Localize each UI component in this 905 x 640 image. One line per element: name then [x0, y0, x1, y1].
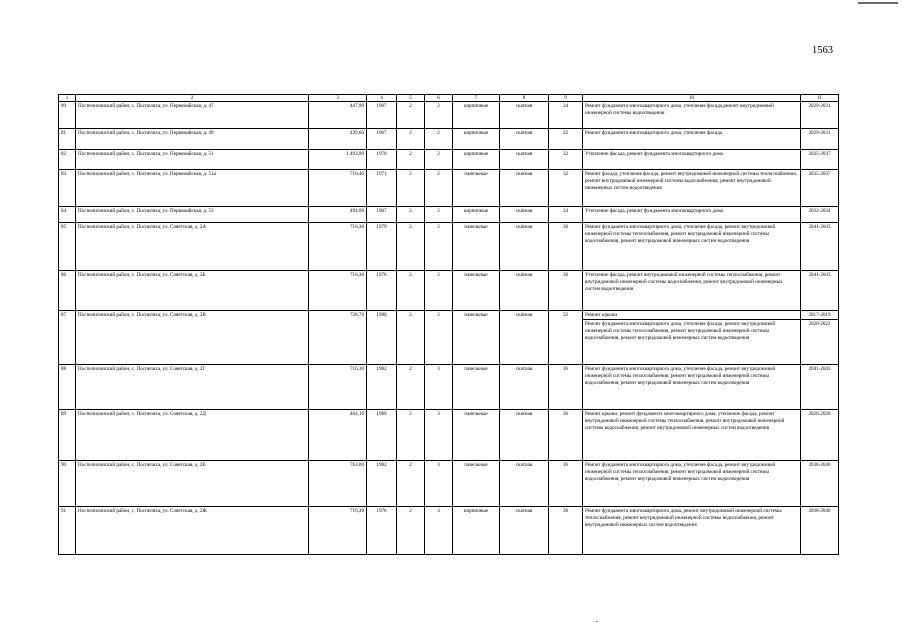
address-cell: Поспелихинский район, с. Поспелиха, ул. Советская, д. 2Г — [76, 365, 309, 410]
entrances-cell: 2 — [425, 207, 453, 223]
entrances-cell: 2 — [425, 170, 453, 207]
build-year-cell: 1967 — [367, 207, 397, 223]
floors-cell: 2 — [397, 129, 425, 150]
build-year-cell: 1970 — [367, 150, 397, 170]
address-cell: Поспелихинский район, с. Поспелиха, ул. Первомайская, д. 51 — [76, 150, 309, 170]
column-number-header: 6 — [425, 95, 453, 102]
address-cell: Поспелихинский район, с. Поспелиха, ул. Первомайская, д. 47 — [76, 102, 309, 129]
repair-works-cell: Утепление фасада, ремонт фундамента многоквартирного дома — [583, 150, 801, 170]
apartments-cell: 36 — [549, 461, 583, 507]
build-year-cell: 1976 — [367, 271, 397, 311]
build-year-cell: 1971 — [367, 170, 397, 207]
repair-works-cell: Ремонт фундамента многоквартирного дома, утепление фасада,ремонт внутридомовой инженерной системы водоотведения — [583, 102, 801, 129]
planned-period-cell: 2026-2028 — [801, 410, 839, 461]
area-cell: 716,30 — [309, 271, 367, 311]
floors-cell: 2 — [397, 102, 425, 129]
address-cell: Поспелихинский район, с. Поспелиха, ул. Первомайская, д. 51а — [76, 170, 309, 207]
repair-works-cell: Ремонт фундамента многоквартирного дома, ремонт внутридомовой инженерной системы теплоснабжения, ремонт внутридомовой инженерной системы водоснабжения, ремонт внутридомовой инженерных систем водоотведения — [583, 507, 801, 555]
table-row — [59, 365, 839, 410]
row-number: 83 — [59, 170, 76, 207]
apartments-cell: 36 — [549, 410, 583, 461]
area-cell: 728,70 — [309, 311, 367, 365]
row-number: 87 — [59, 311, 76, 365]
repair-works-cell: Ремонт фундамента многоквартирного дома, утепление фасада, ремонт внутридомовой инженерной системы теплоснабжения, ремонт внутридомовой инженерной системы водоснабжения, ремонт внутридомовой инженерных систем водоотведения — [583, 223, 801, 271]
table-row — [59, 207, 839, 223]
wall-material-cell: панельные — [453, 271, 500, 311]
entrances-cell: 2 — [425, 102, 453, 129]
roof-type-cell: скатная — [500, 102, 549, 129]
table-body — [59, 95, 839, 555]
column-number-header: 5 — [397, 95, 425, 102]
column-number-header: 10 — [583, 95, 801, 102]
wall-material-cell: кирпичные — [453, 150, 500, 170]
floors-cell: 2 — [397, 170, 425, 207]
build-year-cell: 1976 — [367, 507, 397, 555]
roof-type-cell: скатная — [500, 507, 549, 555]
repair-works-cell: Ремонт фундамента многоквартирного дома, утепление фасада, ремонт внутридомовой инженерной системы теплоснабжения, ремонт внутридомовой инженерной системы водоснабжения, ремонт внутридомовой инженерных систем водоотведения — [583, 320, 801, 365]
row-number: 82 — [59, 150, 76, 170]
wall-material-cell: кирпичные — [453, 102, 500, 129]
build-year-cell: 1967 — [367, 129, 397, 150]
apartments-cell: 24 — [549, 102, 583, 129]
floors-cell: 2 — [397, 365, 425, 410]
address-cell: Поспелихинский район, с. Поспелиха, ул. Советская, д. 2Ж — [76, 507, 309, 555]
planned-period-cell: 2032-2034 — [801, 207, 839, 223]
wall-material-cell: панельные — [453, 461, 500, 507]
entrances-cell: 2 — [425, 271, 453, 311]
roof-type-cell: скатная — [500, 170, 549, 207]
table-row — [59, 410, 839, 461]
address-cell: Поспелихинский район, с. Поспелиха, ул. Советская, д. 2Д — [76, 410, 309, 461]
roof-type-cell: скатная — [500, 461, 549, 507]
page-number: 1563 — [812, 45, 833, 56]
entrances-cell: 3 — [425, 410, 453, 461]
build-year-cell: 1982 — [367, 461, 397, 507]
wall-material-cell: кирпичные — [453, 129, 500, 150]
table-row — [59, 311, 839, 320]
planned-period-cell: 2035-2037 — [801, 150, 839, 170]
area-cell: 1 493,90 — [309, 150, 367, 170]
planned-period-cell: 2035-2037 — [801, 170, 839, 207]
address-cell: Поспелихинский район, с. Поспелиха, ул. Советская, д. 2А — [76, 223, 309, 271]
build-year-cell: 1979 — [367, 223, 397, 271]
roof-type-cell: скатная — [500, 271, 549, 311]
repair-works-cell: Ремонт фундамента многоквартирного дома, утепление фасада, ремонт внутридомовой инженерной системы теплоснабжения, ремонт внутридомовой инженерной системы водоснабжения, ремонт внутридомовой инженерных систем водоотведения — [583, 365, 801, 410]
table-row — [59, 507, 839, 555]
apartments-cell: 36 — [549, 223, 583, 271]
planned-period-cell: 2041-2043 — [801, 271, 839, 311]
area-cell: 716,30 — [309, 223, 367, 271]
entrances-cell: 3 — [425, 461, 453, 507]
row-number: 80 — [59, 102, 76, 129]
apartments-cell: 32 — [549, 150, 583, 170]
row-number: 84 — [59, 207, 76, 223]
planned-period-cell: 2017-2019 — [801, 311, 839, 320]
planned-period-cell: 2029-2031 — [801, 129, 839, 150]
repair-works-cell: Ремонт фундамента многоквартирного дома, утепление фасада, ремонт внутридомовой инженерной системы теплоснабжения, ремонт внутридомовой инженерной системы водоснабжения, ремонт внутридомовой инженерных систем водоотведения — [583, 461, 801, 507]
roof-type-cell: скатная — [500, 150, 549, 170]
row-number: 91 — [59, 507, 76, 555]
planned-period-cell: 2041-2043 — [801, 223, 839, 271]
planned-period-cell: 2020-2022 — [801, 320, 839, 365]
entrances-cell: 2 — [425, 129, 453, 150]
wall-material-cell: панельные — [453, 223, 500, 271]
build-year-cell: 1982 — [367, 365, 397, 410]
entrances-cell: 2 — [425, 311, 453, 365]
wall-material-cell: панельные — [453, 365, 500, 410]
table-row — [59, 170, 839, 207]
table-row — [59, 129, 839, 150]
column-number-header: 1 — [59, 95, 76, 102]
planned-period-cell: 2038-2040 — [801, 507, 839, 555]
area-cell: 464,10 — [309, 410, 367, 461]
row-number: 90 — [59, 461, 76, 507]
build-year-cell: 1980 — [367, 311, 397, 365]
roof-type-cell: скатная — [500, 207, 549, 223]
apartments-cell: 22 — [549, 129, 583, 150]
wall-material-cell: кирпичные — [453, 507, 500, 555]
area-cell: 716,30 — [309, 507, 367, 555]
wall-material-cell: кирпичные — [453, 207, 500, 223]
apartments-cell: 36 — [549, 365, 583, 410]
area-cell: 710,40 — [309, 170, 367, 207]
column-number-header: 11 — [801, 95, 839, 102]
row-number: 81 — [59, 129, 76, 150]
row-number: 89 — [59, 410, 76, 461]
floors-cell: 2 — [397, 507, 425, 555]
repair-works-cell: Ремонт крыши, ремонт фундамента многоквартирного дома, утепление фасада, ремонт внутридомовой инженерной системы теплоснабжения, ремонт внутридомовой инженерной системы водоснабжения, ремонт внутридомовой инженерных систем водоотведения — [583, 410, 801, 461]
address-cell: Поспелихинский район, с. Поспелиха, ул. Советская, д. 2Б — [76, 271, 309, 311]
roof-type-cell: скатная — [500, 129, 549, 150]
repair-works-cell: Ремонт фасада, утепление фасада, ремонт внутридомовой инженерной системы теплоснабжения, ремонт внутридомовой инженерной системы водоснабжения, ремонт внутридомовой инженерных систем водоотведения — [583, 170, 801, 207]
row-number: 88 — [59, 365, 76, 410]
scan-edge-mark — [858, 2, 898, 4]
roof-type-cell: скатная — [500, 311, 549, 365]
wall-material-cell: панельные — [453, 311, 500, 365]
row-number: 85 — [59, 223, 76, 271]
address-cell: Поспелихинский район, с. Поспелиха, ул. Советская, д. 2В — [76, 311, 309, 365]
floors-cell: 2 — [397, 150, 425, 170]
column-number-header: 8 — [500, 95, 549, 102]
planned-period-cell: 2038-2040 — [801, 461, 839, 507]
area-cell: 763,00 — [309, 461, 367, 507]
repair-works-cell: Утепление фасада, ремонт фундамента многоквартирного дома — [583, 207, 801, 223]
table-row — [59, 271, 839, 311]
floors-cell: 2 — [397, 311, 425, 365]
apartments-cell: 32 — [549, 170, 583, 207]
entrances-cell: 2 — [425, 150, 453, 170]
area-cell: 439,60 — [309, 129, 367, 150]
entrances-cell: 2 — [425, 223, 453, 271]
floors-cell: 2 — [397, 223, 425, 271]
column-number-header: 7 — [453, 95, 500, 102]
roof-type-cell: скатная — [500, 365, 549, 410]
wall-material-cell: панельные — [453, 410, 500, 461]
entrances-cell: 3 — [425, 365, 453, 410]
roof-type-cell: скатная — [500, 410, 549, 461]
apartments-cell: 24 — [549, 207, 583, 223]
table-row — [59, 102, 839, 129]
column-number-header: 3 — [309, 95, 367, 102]
address-cell: Поспелихинский район, с. Поспелиха, ул. Первомайская, д. 53 — [76, 207, 309, 223]
area-cell: 716,30 — [309, 365, 367, 410]
wall-material-cell: панельные — [453, 170, 500, 207]
scan-speck — [596, 621, 598, 622]
floors-cell: 2 — [397, 207, 425, 223]
column-number-header: 2 — [76, 95, 309, 102]
area-cell: 494,00 — [309, 207, 367, 223]
build-year-cell: 1980 — [367, 410, 397, 461]
planned-period-cell: 2029-2031 — [801, 102, 839, 129]
table-row — [59, 461, 839, 507]
apartments-cell: 32 — [549, 311, 583, 365]
table-row — [59, 150, 839, 170]
apartments-cell: 36 — [549, 271, 583, 311]
planned-period-cell: 2041-2043 — [801, 365, 839, 410]
roof-type-cell: скатная — [500, 223, 549, 271]
entrances-cell: 3 — [425, 507, 453, 555]
repair-works-cell: Утепление фасада, ремонт внутридомовой инженерной системы теплоснабжения, ремонт внутридомовой инженерной системы водоснабжения, ремонт внутридомовой инженерных систем водоотведения — [583, 271, 801, 311]
area-cell: 447,90 — [309, 102, 367, 129]
row-number: 86 — [59, 271, 76, 311]
floors-cell: 2 — [397, 271, 425, 311]
build-year-cell: 1967 — [367, 102, 397, 129]
address-cell: Поспелихинский район, с. Поспелиха, ул. Советская, д. 2Е — [76, 461, 309, 507]
housing-repair-table — [58, 94, 839, 555]
apartments-cell: 36 — [549, 507, 583, 555]
column-number-header: 9 — [549, 95, 583, 102]
repair-works-cell: Ремонт фундамента многоквартирного дома, утепление фасада — [583, 129, 801, 150]
table-header-row — [59, 95, 839, 102]
floors-cell: 2 — [397, 461, 425, 507]
column-number-header: 4 — [367, 95, 397, 102]
address-cell: Поспелихинский район, с. Поспелиха, ул. Первомайская, д. 49 — [76, 129, 309, 150]
floors-cell: 2 — [397, 410, 425, 461]
repair-works-cell: Ремонт крыши — [583, 311, 801, 320]
table-row — [59, 223, 839, 271]
